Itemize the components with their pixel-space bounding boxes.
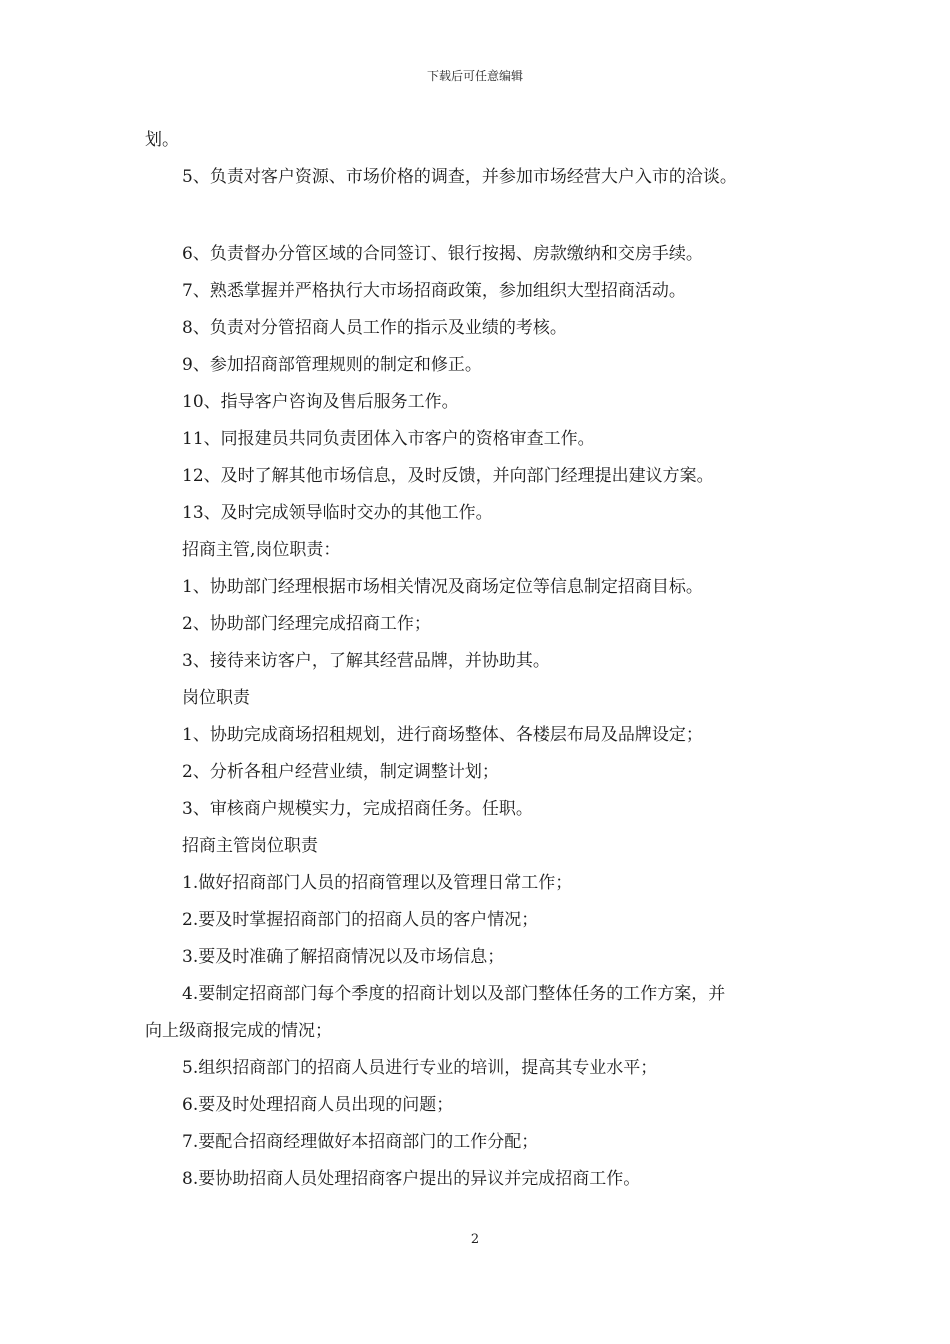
- list-item: 3、接待来访客户，了解其经营品牌，并协助其。: [182, 651, 550, 671]
- section-heading: 招商主管,岗位职责：: [182, 540, 341, 560]
- duty-item-8: 8、负责对分管招商人员工作的指示及业绩的考核。: [182, 318, 567, 338]
- section-heading: 岗位职责: [182, 688, 250, 708]
- blank-gap: [145, 196, 817, 236]
- page-header: 下载后可任意编辑: [426, 69, 523, 83]
- duty-item-7: 7、熟悉掌握并严格执行大市场招商政策，参加组织大型招商活动。: [182, 281, 686, 301]
- duty-item-9: 9、参加招商部管理规则的制定和修正。: [182, 355, 482, 375]
- list-item: 1、协助完成商场招租规划，进行商场整体、各楼层布局及品牌设定；: [182, 725, 703, 745]
- list-item: 7.要配合招商经理做好本招商部门的工作分配；: [182, 1132, 539, 1152]
- list-item: 3、审核商户规模实力，完成招商任务。任职。: [182, 799, 533, 819]
- paragraph-line: 划。: [145, 130, 179, 150]
- document-body: [145, 122, 817, 1198]
- section-heading: 招商主管岗位职责: [182, 836, 318, 856]
- duty-item-13: 13、及时完成领导临时交办的其他工作。: [182, 503, 493, 523]
- list-item: 2.要及时掌握招商部门的招商人员的客户情况；: [182, 910, 539, 930]
- duty-item-12: 12、及时了解其他市场信息，及时反馈，并向部门经理提出建议方案。: [182, 466, 714, 486]
- duty-item-10: 10、指导客户咨询及售后服务工作。: [182, 392, 459, 412]
- list-item: 3.要及时准确了解招商情况以及市场信息；: [182, 947, 505, 967]
- list-item: 1.做好招商部门人员的招商管理以及管理日常工作；: [182, 873, 573, 893]
- list-item: 8.要协助招商人员处理招商客户提出的异议并完成招商工作。: [182, 1169, 641, 1189]
- list-item: 4.要制定招商部门每个季度的招商计划以及部门整体任务的工作方案，并: [182, 984, 726, 1004]
- list-item-continuation: 向上级商报完成的情况；: [145, 1021, 332, 1041]
- duty-item-5: 5、负责对客户资源、市场价格的调查，并参加市场经营大户入市的洽谈。: [182, 167, 737, 187]
- list-item: 6.要及时处理招商人员出现的问题；: [182, 1095, 454, 1115]
- duty-item-11: 11、同报建员共同负责团体入市客户的资格审查工作。: [182, 429, 595, 449]
- list-item: 2、协助部门经理完成招商工作；: [182, 614, 431, 634]
- list-item: 1、协助部门经理根据市场相关情况及商场定位等信息制定招商目标。: [182, 577, 703, 597]
- list-item: 5.组织招商部门的招商人员进行专业的培训，提高其专业水平；: [182, 1058, 658, 1078]
- list-item: 2、分析各租户经营业绩，制定调整计划；: [182, 762, 499, 782]
- duty-item-6: 6、负责督办分管区域的合同签订、银行按揭、房款缴纳和交房手续。: [182, 244, 703, 264]
- page-number: 2: [470, 1232, 480, 1247]
